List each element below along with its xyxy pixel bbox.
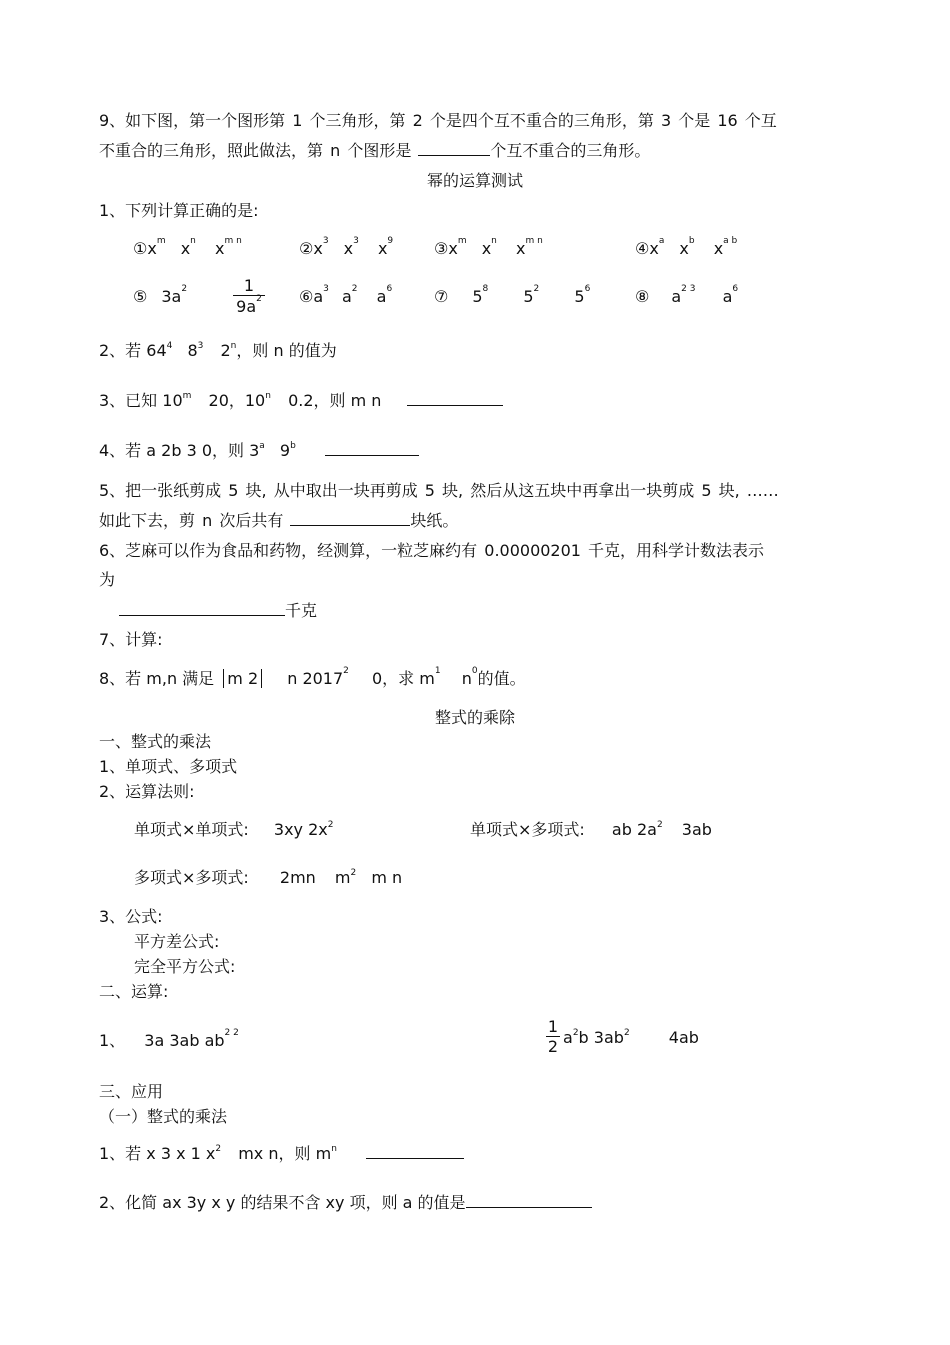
- option-4: $④x^a$ $x^b$ $x^{a b}$: [635, 236, 738, 258]
- subheading-1: （一）整式的乘法: [99, 1107, 228, 1126]
- answer-blank[interactable]: [119, 601, 285, 616]
- option-7: ⑦ $5^8$ $5^2$ $5^6$: [434, 284, 591, 306]
- formula-difference-of-squares: 平方差公式:: [134, 932, 220, 951]
- option-5: ⑤ $3a^2$: [133, 284, 188, 306]
- rule-mono-poly: 单项式×多项式: ab $2a^2$ 3ab: [470, 820, 712, 839]
- question-6-line-2: 为: [99, 570, 116, 589]
- question-6-answer: 千克: [119, 598, 317, 621]
- question-5-line-2: 如此下去，剪 n 次后共有 块纸。: [99, 511, 459, 530]
- application-2: 2、化简 ax 3y x y 的结果不含 xy 项，则 a 的值是: [99, 1190, 592, 1213]
- answer-blank[interactable]: [366, 1144, 464, 1159]
- option-8: ⑧ $a^{2 3}$ $a^6$: [635, 284, 739, 306]
- formula-perfect-square: 完全平方公式:: [134, 957, 236, 976]
- question-7: 7、计算:: [99, 630, 163, 649]
- answer-blank[interactable]: [407, 391, 503, 406]
- section-title-power: 幂的运算测试: [426, 171, 523, 190]
- option-2: $②x^3$ $x^3$ $x^9$: [299, 236, 394, 258]
- option-5-fraction: 1 $9a^2$: [233, 276, 265, 316]
- question-4: 4、若 a 2b 3 0，则 3$^a$ 9$^b$: [99, 438, 419, 461]
- heading-1: 一、整式的乘法: [99, 732, 212, 751]
- rule-poly-poly: 多项式×多项式: 2mn $m^2$ m n: [134, 868, 403, 887]
- item-3: 3、公式:: [99, 907, 163, 926]
- answer-blank[interactable]: [325, 441, 419, 456]
- option-1: $①x^m$ $x^n$ $x^{m n}$: [133, 236, 242, 258]
- application-1: 1、若 x 3 x 1 $x^2$ mx n，则 $m^n$: [99, 1141, 464, 1164]
- answer-blank[interactable]: [466, 1193, 592, 1208]
- answer-blank[interactable]: [418, 141, 490, 156]
- question-8: 8、若 m,n 满足 m 2 n 2017$^2$ 0，求 $m^1$ $n^0$的值。: [99, 666, 526, 688]
- option-6: $⑥a^3$ $a^2$ $a^6$: [299, 284, 393, 306]
- calc-2: $a^2b$ $3ab^2$ 4ab: [563, 1028, 699, 1047]
- question-6-line-1: 6、芝麻可以作为食品和药物，经测算，一粒芝麻约有 0.00000201 千克，用科学计数法表示: [99, 541, 765, 560]
- calc-1: 1、 3a 3ab $ab^{2 2}$: [99, 1028, 239, 1050]
- calc-2-fraction: 1 2: [547, 1017, 559, 1056]
- rule-mono-mono: 单项式×单项式: 3xy $2x^2$: [134, 820, 334, 839]
- section-title-polynomial: 整式的乘除: [434, 708, 515, 727]
- question-5-line-1: 5、把一张纸剪成 5 块, 从中取出一块再剪成 5 块, 然后从这五块中再拿出一块剪成 5 块, ……: [99, 481, 779, 500]
- item-2: 2、运算法则:: [99, 782, 195, 801]
- question-1-label: 1、下列计算正确的是:: [99, 201, 259, 220]
- answer-blank[interactable]: [290, 511, 410, 526]
- heading-2: 二、运算:: [99, 982, 169, 1001]
- question-9-line-2: 不重合的三角形，照此做法，第 n 个图形是 个互不重合的三角形。: [99, 141, 651, 160]
- heading-3: 三、应用: [99, 1082, 164, 1101]
- question-2: 2、若 $64^4$ $8^3$ 2$^n$，则 n 的值为: [99, 341, 337, 360]
- option-3: $③x^m$ $x^n$ $x^{m n}$: [434, 236, 543, 258]
- item-1: 1、单项式、多项式: [99, 757, 238, 776]
- question-9-line-1: 9、如下图，第一个图形第 1 个三角形，第 2 个是四个互不重合的三角形，第 3 个是 16 个互: [99, 111, 777, 130]
- question-3: 3、已知 10$^m$ 20，10$^n$ 0.2，则 m n: [99, 388, 503, 411]
